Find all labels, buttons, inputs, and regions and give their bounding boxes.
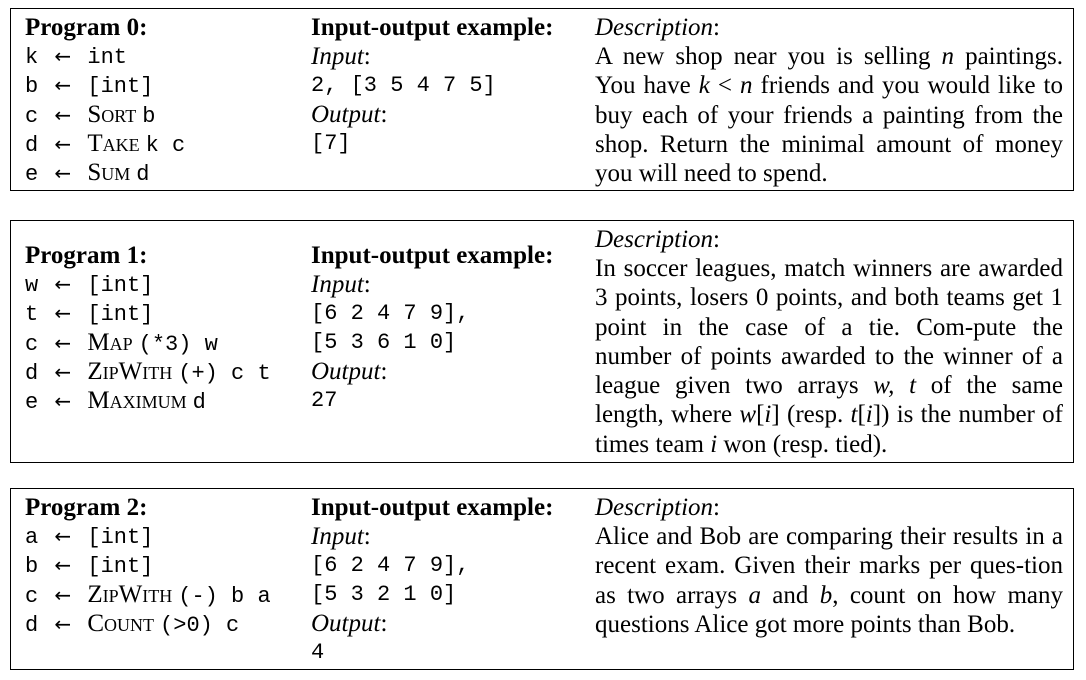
description-label: Description: [595,226,720,253]
code-args: b [142,104,156,129]
io-heading: Input-output example: [311,494,554,521]
input-value: [6 2 4 7 9], [311,553,470,578]
code-function: ZipWith [87,581,173,608]
description-column [595,225,1063,459]
program-code-column [25,13,305,187]
code-function: Maximum [87,387,187,414]
code-line [25,158,305,187]
code-line [25,386,305,415]
code-args: (+) c t [178,361,271,386]
code-var: b [25,74,39,99]
description-text: Alice and Bob are comparing their results in a recent exam. Given their marks per ques-tion as two arrays a and b, count on how many questions Alice got more points than Bob. [595,523,1063,638]
code-var: c [25,584,39,609]
code-line [25,71,305,100]
code-line [25,551,305,580]
io-heading: Input-output example: [311,242,554,269]
input-value: [6 2 4 7 9], [311,301,470,326]
input-label: Input: [311,523,371,550]
code-var: c [25,332,39,357]
code-function: Count [87,610,155,637]
description-column [595,493,1063,639]
assign-arrow-icon: ← [54,389,72,413]
code-line [25,609,305,638]
code-line [25,299,305,328]
io-example-column [311,241,591,415]
code-function: Sum [87,159,131,186]
description-text: In soccer leagues, match winners are awarded 3 points, losers 0 points, and both teams get 1 point in the case of a tie. Com-pute the number of points awarded to the winner of a league given two arrays w, t of the same length, where w[i] (resp. t[i]) is the number of times team i won (resp. tied). [595,255,1064,458]
code-function: ZipWith [87,358,173,385]
input-value: 2, [3 5 4 7 5] [311,73,496,98]
code-var: k [25,45,39,70]
assign-arrow-icon: ← [54,583,72,607]
code-line [25,100,305,129]
code-var: w [25,273,39,298]
description-label: Description: [595,14,720,41]
code-var: e [25,162,39,187]
assign-arrow-icon: ← [54,553,72,577]
code-var: d [25,613,39,638]
code-line [25,522,305,551]
code-args: [int] [87,273,154,298]
description-label: Description: [595,494,720,521]
code-line [25,42,305,71]
input-label: Input: [311,43,371,70]
io-example-column [311,13,591,158]
code-var: b [25,554,39,579]
code-args: [int] [87,554,154,579]
code-var: d [25,133,39,158]
input-value: [5 3 2 1 0] [311,582,457,607]
assign-arrow-icon: ← [54,132,72,156]
assign-arrow-icon: ← [54,331,72,355]
output-value: 27 [311,388,338,413]
code-args: (>0) c [160,613,240,638]
output-label: Output: [311,101,388,128]
program-box-1 [10,220,1074,463]
program-heading: Program 1: [25,242,148,269]
code-function: Take [87,130,140,157]
code-function: Map [87,329,133,356]
code-args: [int] [87,525,154,550]
code-line [25,328,305,357]
code-args: k c [145,133,186,158]
code-args: (-) b a [178,584,271,609]
code-var: e [25,390,39,415]
program-box-0 [10,8,1074,191]
output-label: Output: [311,358,388,385]
code-line [25,129,305,158]
assign-arrow-icon: ← [54,103,72,127]
assign-arrow-icon: ← [54,360,72,384]
code-args: (*3) w [138,332,218,357]
input-value: [5 3 6 1 0] [311,330,457,355]
output-value: 4 [311,640,325,665]
output-value: [7] [311,131,351,156]
code-function: Sort [87,101,137,128]
description-text: A new shop near you is selling n paintings. You have k < n friends and you would like to buy each of your friends a painting from the shop. Return the minimal amount of money you will need to spend. [595,43,1063,188]
code-var: a [25,525,39,550]
program-box-2 [10,488,1074,670]
code-args: int [87,45,127,70]
program-heading: Program 0: [25,14,148,41]
program-heading: Program 2: [25,494,148,521]
input-label: Input: [311,271,371,298]
io-example-column [311,493,591,667]
code-line [25,270,305,299]
assign-arrow-icon: ← [54,301,72,325]
code-line [25,357,305,386]
code-args: d [192,390,206,415]
code-args: d [136,162,150,187]
assign-arrow-icon: ← [54,73,72,97]
code-var: t [25,302,39,327]
code-var: c [25,104,39,129]
assign-arrow-icon: ← [54,161,72,185]
code-args: [int] [87,302,154,327]
code-args: [int] [87,74,154,99]
description-column [595,13,1063,188]
program-code-column [25,241,305,415]
code-var: d [25,361,39,386]
assign-arrow-icon: ← [54,44,72,68]
assign-arrow-icon: ← [54,524,72,548]
code-line [25,580,305,609]
io-heading: Input-output example: [311,14,554,41]
program-code-column [25,493,305,638]
assign-arrow-icon: ← [54,612,72,636]
output-label: Output: [311,610,388,637]
assign-arrow-icon: ← [54,272,72,296]
